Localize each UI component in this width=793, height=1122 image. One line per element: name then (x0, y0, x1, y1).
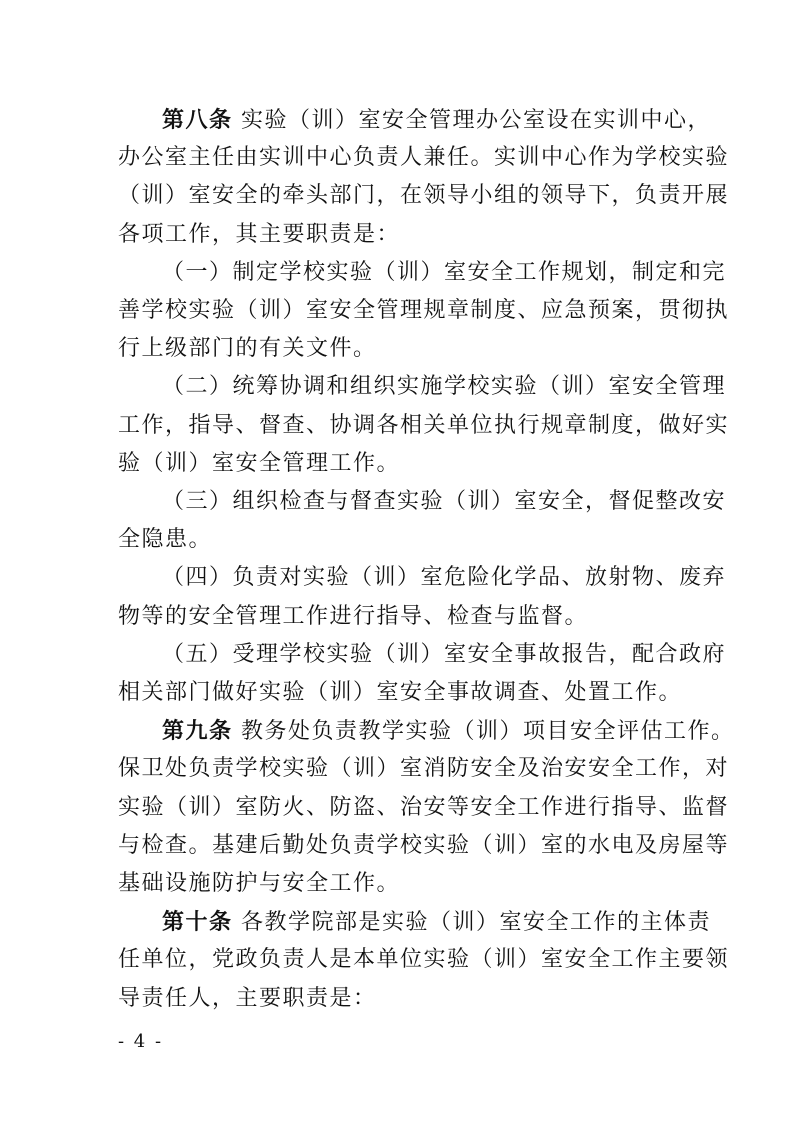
text-line (118, 525, 212, 555)
text-line (118, 793, 729, 823)
line-text: 各项工作，其主要职责是： (118, 221, 401, 247)
text-line (162, 258, 726, 288)
text-line (118, 181, 729, 211)
line-text: 导责任人，主要职责是： (118, 985, 377, 1011)
line-text: 教务处负责教学实验（训）项目安全评估工作。 (232, 719, 735, 745)
line-text: 验（训）室安全管理工作。 (118, 450, 401, 476)
line-text: 实验（训）室安全管理办公室设在实训中心， (232, 108, 712, 133)
line-text: 全隐患。 (118, 527, 213, 553)
line-text: 善学校实验（训）室安全管理规章制度、应急预案，贯彻执 (118, 298, 730, 323)
text-line (118, 754, 729, 784)
text-line (118, 143, 729, 173)
text-line (118, 411, 729, 441)
line-text: 任单位，党政负责人是本单位实验（训）室安全工作主要领 (118, 947, 730, 973)
line-text: 保卫处负责学校实验（训）室消防安全及治安安全工作，对 (118, 756, 730, 782)
line-text: 办公室主任由实训中心负责人兼任。实训中心作为学校实验 (118, 145, 730, 171)
text-line (162, 105, 711, 136)
text-line (162, 487, 726, 517)
line-text: （一）制定学校实验（训）室安全工作规划，制定和完 (162, 259, 727, 285)
line-text: （五）受理学校实验（训）室安全事故报告，配合政府 (162, 641, 727, 667)
line-text: （二）统筹协调和组织实施学校实验（训）室安全管理 (162, 374, 727, 400)
article-heading: 第九条 (162, 718, 233, 745)
text-line (118, 984, 377, 1014)
line-text: 工作，指导、督查、协调各相关单位执行规章制度，做好实 (118, 412, 730, 438)
text-line (118, 334, 377, 364)
line-text: 各教学院部是实验（训）室安全工作的主体责 (232, 910, 712, 936)
line-text: 物等的安全管理工作进行指导、检查与监督。 (118, 603, 589, 629)
line-text: （三）组织检查与督查实验（训）室安全，督促整改安 (162, 489, 727, 514)
text-line (118, 678, 682, 708)
line-text: 实验（训）室防火、防盗、治安等安全工作进行指导、监督 (118, 794, 730, 820)
text-line (118, 602, 588, 632)
text-line (118, 296, 729, 326)
article-heading: 第十条 (162, 909, 233, 936)
line-text: 与检查。基建后勤处负责学校实验（训）室的水电及房屋等 (118, 832, 730, 858)
text-line (162, 907, 711, 938)
line-text: 行上级部门的有关文件。 (118, 336, 377, 362)
text-line (162, 563, 726, 593)
text-line (162, 372, 726, 402)
text-line (162, 640, 726, 670)
text-line (118, 220, 400, 250)
text-line (118, 945, 729, 975)
text-line (162, 716, 735, 747)
text-line (118, 449, 400, 479)
line-text: （训）室安全的牵头部门，在领导小组的领导下，负责开展 (118, 183, 730, 209)
text-line (118, 831, 729, 861)
line-text: 基础设施防护与安全工作。 (118, 871, 401, 896)
page-number: - 4 - (118, 1031, 164, 1052)
text-line (118, 869, 400, 899)
article-heading: 第八条 (162, 107, 233, 133)
line-text: （四）负责对实验（训）室危险化学品、放射物、废弃 (162, 565, 727, 591)
line-text: 相关部门做好实验（训）室安全事故调查、处置工作。 (118, 680, 683, 705)
